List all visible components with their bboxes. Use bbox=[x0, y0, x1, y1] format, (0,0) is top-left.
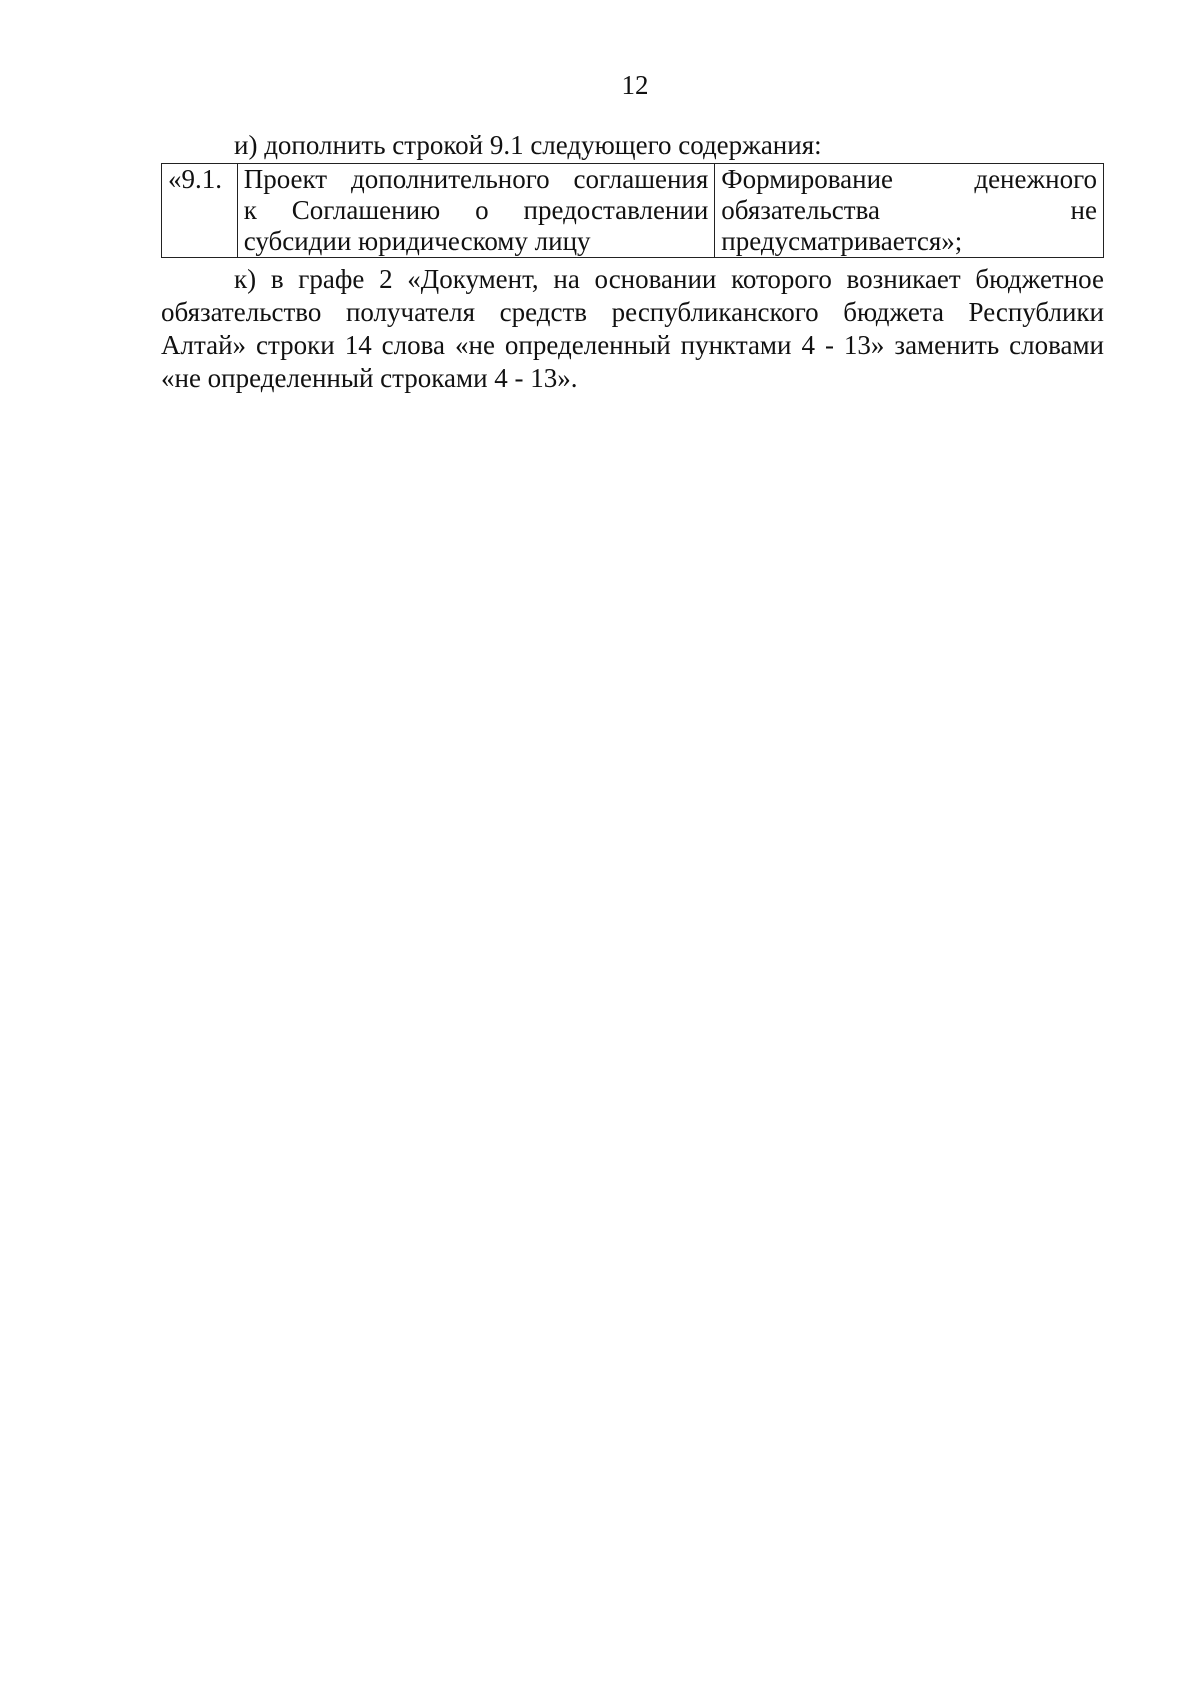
amendment-table bbox=[161, 163, 1104, 258]
note-line: Формирование денежного bbox=[721, 164, 1097, 194]
paragraph-line: Алтай» строки 14 слова «не определенный пунктами 4 - 13» заменить словами bbox=[161, 330, 1104, 360]
amendment-intro: и) дополнить строкой 9.1 следующего содержания: bbox=[234, 130, 822, 160]
row-number-cell bbox=[162, 164, 238, 258]
document-cell bbox=[237, 164, 715, 258]
amendment-paragraph bbox=[161, 263, 1104, 395]
page-number: 12 bbox=[621, 70, 649, 100]
paragraph-line: обязательство получателя средств республиканского бюджета Республики bbox=[161, 297, 1104, 327]
document-line: к Соглашению о предоставлении bbox=[243, 195, 709, 225]
document-line: субсидии юридическому лицу bbox=[243, 226, 591, 256]
document-line: Проект дополнительного соглашения bbox=[243, 164, 709, 194]
table-row bbox=[162, 164, 1104, 258]
note-line: предусматривается»; bbox=[721, 226, 963, 256]
note-cell bbox=[715, 164, 1104, 258]
paragraph-line: «не определенный строками 4 - 13». bbox=[161, 363, 578, 393]
note-line: обязательства не bbox=[721, 195, 1097, 225]
paragraph-line: к) в графе 2 «Документ, на основании которого возникает бюджетное bbox=[234, 264, 1104, 294]
row-number: «9.1. bbox=[168, 164, 222, 194]
